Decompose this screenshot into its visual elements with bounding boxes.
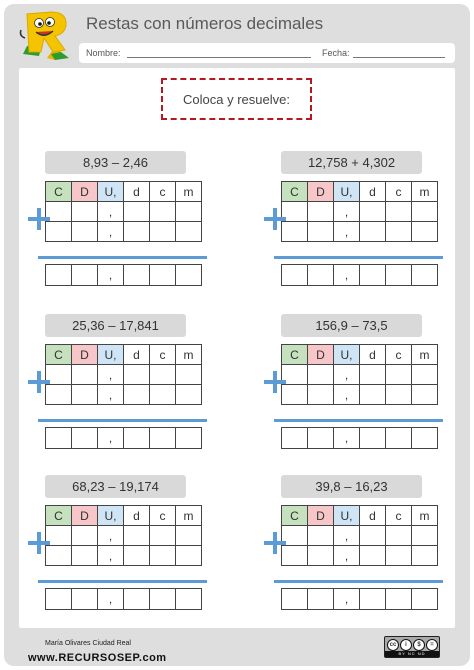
digit-cell[interactable] [360, 526, 386, 546]
digit-cell[interactable]: , [98, 385, 124, 405]
result-digit-cell[interactable] [386, 428, 412, 449]
digit-cell[interactable] [150, 385, 176, 405]
digit-cell[interactable]: , [334, 385, 360, 405]
digit-cell[interactable] [386, 202, 412, 222]
operand-row [282, 385, 438, 405]
result-digit-cell[interactable]: , [334, 589, 360, 610]
column-header-row [46, 506, 202, 526]
digit-cell[interactable] [150, 222, 176, 242]
instruction-box [161, 78, 312, 120]
column-header: m [176, 345, 202, 365]
result-divider-line [38, 419, 207, 422]
digit-cell[interactable]: , [98, 546, 124, 566]
column-header-row [282, 506, 438, 526]
instruction-text: Coloca y resuelve: [183, 91, 290, 107]
digit-cell[interactable] [360, 385, 386, 405]
column-header: d [124, 182, 150, 202]
digit-cell[interactable] [412, 526, 438, 546]
place-value-grid [45, 181, 202, 242]
result-row [45, 588, 202, 610]
digit-cell[interactable] [72, 222, 98, 242]
non-commercial-icon: $ [413, 639, 425, 651]
column-header: m [176, 506, 202, 526]
digit-cell[interactable]: , [334, 546, 360, 566]
digit-cell[interactable] [386, 385, 412, 405]
problem-block [264, 475, 452, 605]
result-divider-line [274, 580, 443, 583]
digit-cell[interactable]: , [98, 526, 124, 546]
column-header: C [282, 182, 308, 202]
column-header: D [72, 182, 98, 202]
result-digit-cell[interactable]: , [334, 428, 360, 449]
name-field[interactable] [127, 57, 311, 58]
column-header: D [72, 506, 98, 526]
digit-cell[interactable] [412, 202, 438, 222]
result-digit-cell[interactable] [124, 428, 150, 449]
result-digit-cell[interactable] [308, 589, 334, 610]
digit-cell[interactable] [124, 526, 150, 546]
digit-cell[interactable] [176, 546, 202, 566]
name-label: Nombre: [86, 48, 121, 58]
column-header: c [386, 506, 412, 526]
no-derivatives-icon: = [426, 639, 438, 651]
column-header: c [150, 506, 176, 526]
author-credit: María Olivares Ciudad Real [45, 640, 131, 647]
result-digit-cell[interactable]: , [98, 589, 124, 610]
website-link[interactable]: www.RECURSOSEP.com [28, 652, 167, 664]
problem-operation: 68,23 – 19,174 [45, 475, 186, 498]
column-header: U, [334, 506, 360, 526]
digit-cell[interactable]: , [334, 222, 360, 242]
column-header: d [360, 506, 386, 526]
result-digit-cell[interactable]: , [98, 265, 124, 286]
digit-cell[interactable] [412, 365, 438, 385]
date-label: Fecha: [322, 48, 350, 58]
column-header: c [150, 345, 176, 365]
digit-cell[interactable] [150, 546, 176, 566]
digit-cell[interactable] [386, 546, 412, 566]
problem-block [28, 314, 216, 444]
result-digit-cell[interactable] [360, 428, 386, 449]
operand-row [46, 365, 202, 385]
result-digit-cell[interactable] [412, 428, 438, 449]
column-header: m [412, 182, 438, 202]
operand-row [46, 202, 202, 222]
plus-sign-icon [264, 371, 286, 393]
operand-row [282, 202, 438, 222]
result-digit-cell[interactable] [72, 428, 98, 449]
recursosep-logo [17, 8, 73, 62]
column-header: m [176, 182, 202, 202]
place-value-grid [45, 505, 202, 566]
digit-cell[interactable]: , [98, 222, 124, 242]
problem-block [28, 475, 216, 605]
result-digit-cell[interactable]: , [98, 428, 124, 449]
plus-sign-icon [28, 208, 50, 230]
attribution-icon: i [400, 639, 412, 651]
column-header: m [412, 506, 438, 526]
digit-cell[interactable] [176, 365, 202, 385]
column-header: C [282, 506, 308, 526]
column-header: c [386, 345, 412, 365]
digit-cell[interactable]: , [98, 365, 124, 385]
plus-sign-icon [264, 532, 286, 554]
column-header: U, [98, 345, 124, 365]
page-title: Restas con números decimales [86, 14, 324, 33]
digit-cell[interactable] [412, 546, 438, 566]
digit-cell[interactable] [360, 365, 386, 385]
result-digit-cell[interactable] [150, 428, 176, 449]
digit-cell[interactable] [176, 385, 202, 405]
digit-cell[interactable] [308, 526, 334, 546]
digit-cell[interactable] [176, 202, 202, 222]
result-digit-cell[interactable] [72, 265, 98, 286]
plus-sign-icon [28, 532, 50, 554]
creative-commons-icon: cc [387, 639, 399, 651]
column-header: c [150, 182, 176, 202]
result-digit-cell[interactable] [412, 589, 438, 610]
creative-commons-badge [384, 636, 440, 658]
column-header: m [412, 345, 438, 365]
problem-operation: 156,9 – 73,5 [281, 314, 422, 337]
plus-sign-icon [28, 371, 50, 393]
digit-cell[interactable]: , [334, 526, 360, 546]
result-digit-cell[interactable] [150, 589, 176, 610]
column-header: d [360, 345, 386, 365]
result-divider-line [274, 419, 443, 422]
column-header: C [282, 345, 308, 365]
result-digit-cell[interactable] [46, 428, 72, 449]
digit-cell[interactable] [124, 202, 150, 222]
digit-cell[interactable] [72, 365, 98, 385]
result-digit-cell[interactable] [176, 428, 202, 449]
operand-row [282, 526, 438, 546]
column-header: C [46, 345, 72, 365]
date-field[interactable] [353, 57, 445, 58]
problem-block [28, 151, 216, 281]
column-header: D [308, 345, 334, 365]
operand-row [282, 222, 438, 242]
problem-block [264, 314, 452, 444]
column-header: C [46, 182, 72, 202]
digit-cell[interactable] [72, 385, 98, 405]
column-header: d [124, 345, 150, 365]
digit-cell[interactable] [412, 385, 438, 405]
digit-cell[interactable] [72, 526, 98, 546]
operand-row [46, 385, 202, 405]
operand-row [46, 546, 202, 566]
result-digit-cell[interactable] [386, 589, 412, 610]
place-value-grid [281, 181, 438, 242]
digit-cell[interactable] [386, 526, 412, 546]
problem-operation: 8,93 – 2,46 [45, 151, 186, 174]
digit-cell[interactable] [308, 546, 334, 566]
digit-cell[interactable]: , [98, 202, 124, 222]
result-digit-cell[interactable] [176, 265, 202, 286]
column-header: D [308, 506, 334, 526]
digit-cell[interactable] [360, 546, 386, 566]
result-divider-line [38, 580, 207, 583]
place-value-grid [45, 344, 202, 405]
column-header: c [386, 182, 412, 202]
digit-cell[interactable] [308, 222, 334, 242]
result-digit-cell[interactable] [124, 265, 150, 286]
digit-cell[interactable] [150, 202, 176, 222]
problem-operation: 25,36 – 17,841 [45, 314, 186, 337]
column-header: U, [334, 182, 360, 202]
column-header-row [282, 182, 438, 202]
digit-cell[interactable] [308, 202, 334, 222]
result-row [281, 588, 438, 610]
digit-cell[interactable] [360, 222, 386, 242]
result-row [281, 427, 438, 449]
column-header-row [46, 345, 202, 365]
result-digit-cell[interactable] [308, 265, 334, 286]
digit-cell[interactable] [72, 202, 98, 222]
operand-row [46, 526, 202, 546]
result-digit-cell[interactable]: , [334, 265, 360, 286]
column-header: D [72, 345, 98, 365]
column-header: D [308, 182, 334, 202]
result-digit-cell[interactable] [282, 589, 308, 610]
column-header: U, [98, 182, 124, 202]
result-divider-line [38, 256, 207, 259]
column-header: C [46, 506, 72, 526]
digit-cell[interactable] [124, 222, 150, 242]
digit-cell[interactable] [124, 546, 150, 566]
digit-cell[interactable] [386, 222, 412, 242]
result-digit-cell[interactable] [308, 428, 334, 449]
digit-cell[interactable] [72, 546, 98, 566]
name-date-bar [79, 43, 455, 63]
problem-block [264, 151, 452, 281]
result-digit-cell[interactable] [386, 265, 412, 286]
column-header: d [124, 506, 150, 526]
problem-operation: 39,8 – 16,23 [281, 475, 422, 498]
digit-cell[interactable] [176, 526, 202, 546]
result-digit-cell[interactable] [46, 589, 72, 610]
digit-cell[interactable] [150, 526, 176, 546]
operand-row [46, 222, 202, 242]
digit-cell[interactable] [150, 365, 176, 385]
result-digit-cell[interactable] [176, 589, 202, 610]
column-header-row [282, 345, 438, 365]
result-divider-line [274, 256, 443, 259]
operand-row [282, 365, 438, 385]
column-header-row [46, 182, 202, 202]
operand-row [282, 546, 438, 566]
column-header: U, [334, 345, 360, 365]
license-text: BY NC ND [385, 651, 439, 657]
digit-cell[interactable] [124, 365, 150, 385]
digit-cell[interactable] [124, 385, 150, 405]
digit-cell[interactable] [360, 202, 386, 222]
place-value-grid [281, 505, 438, 566]
place-value-grid [281, 344, 438, 405]
result-digit-cell[interactable] [412, 265, 438, 286]
result-digit-cell[interactable] [46, 265, 72, 286]
problem-operation: 12,758 + 4,302 [281, 151, 422, 174]
result-row [281, 264, 438, 286]
result-digit-cell[interactable] [124, 589, 150, 610]
column-header: d [360, 182, 386, 202]
result-row [45, 264, 202, 286]
digit-cell[interactable] [308, 385, 334, 405]
result-digit-cell[interactable] [360, 265, 386, 286]
plus-sign-icon [264, 208, 286, 230]
digit-cell[interactable] [412, 222, 438, 242]
digit-cell[interactable] [176, 222, 202, 242]
digit-cell[interactable]: , [334, 202, 360, 222]
digit-cell[interactable]: , [334, 365, 360, 385]
digit-cell[interactable] [386, 365, 412, 385]
result-digit-cell[interactable] [282, 265, 308, 286]
result-row [45, 427, 202, 449]
result-digit-cell[interactable] [360, 589, 386, 610]
result-digit-cell[interactable] [72, 589, 98, 610]
digit-cell[interactable] [308, 365, 334, 385]
result-digit-cell[interactable] [150, 265, 176, 286]
column-header: U, [98, 506, 124, 526]
result-digit-cell[interactable] [282, 428, 308, 449]
